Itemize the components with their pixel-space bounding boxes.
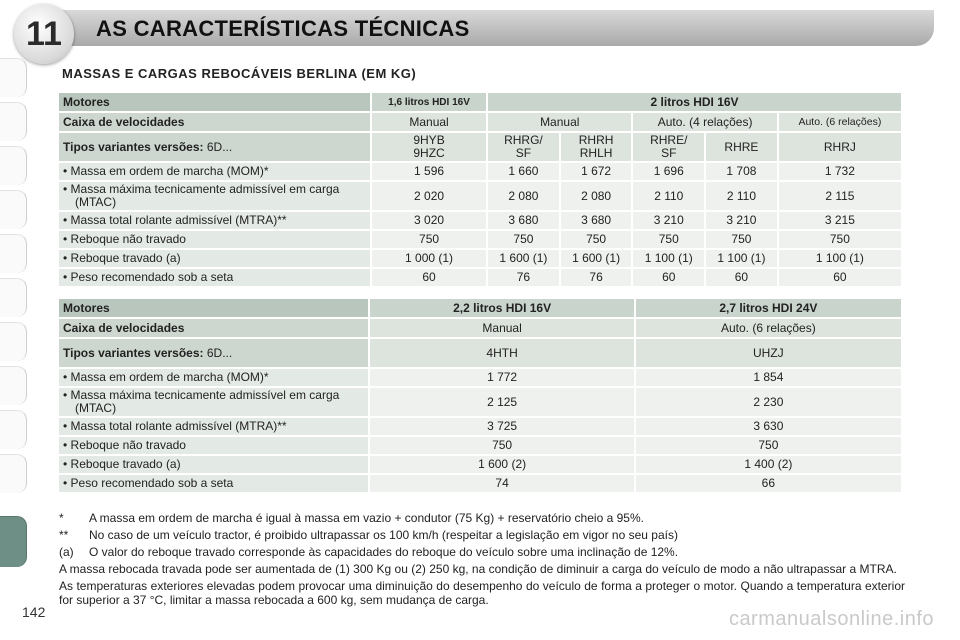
row-label: • Reboque travado (a) bbox=[59, 250, 370, 267]
value-cell: 750 bbox=[488, 231, 559, 248]
value-cell: 1 600 (1) bbox=[488, 250, 559, 267]
gearbox-cell: Auto. (6 relações) bbox=[636, 319, 901, 337]
value-cell: 2 230 bbox=[636, 388, 901, 416]
value-cell: 60 bbox=[372, 269, 486, 286]
note-paragraph: As temperaturas exteriores elevadas podem provocar uma diminuição do desempenho do veículo de forma a proteger o motor. Quando a temperatura exterior for superior a 37 °C, limitar a massa rebocada a 600 kg, sem mudança de carga. bbox=[59, 579, 905, 607]
gearbox-cell: Manual bbox=[372, 113, 486, 131]
table-row bbox=[59, 212, 901, 229]
value-cell: 2 115 bbox=[779, 182, 901, 210]
table-row bbox=[59, 369, 901, 386]
footnotes bbox=[59, 511, 905, 610]
table-row bbox=[59, 418, 901, 435]
section-title: MASSAS E CARGAS REBOCÁVEIS BERLINA (EM KG) bbox=[62, 66, 417, 81]
value-cell: 2 020 bbox=[372, 182, 486, 210]
value-cell: 750 bbox=[706, 231, 777, 248]
variant-cell: RHRE bbox=[706, 133, 777, 161]
footnote-text: No caso de um veículo tractor, é proibido ultrapassar os 100 km/h (respeitar a legislação em vigor no seu país) bbox=[89, 528, 678, 542]
value-cell: 1 100 (1) bbox=[779, 250, 901, 267]
footnote-text: A massa em ordem de marcha é igual à massa em vazio + condutor (75 Kg) + reservatório cheio a 95%. bbox=[89, 511, 644, 525]
table-row bbox=[59, 388, 901, 416]
row-label: • Massa máxima tecnicamente admissível em carga (MTAC) bbox=[59, 182, 370, 210]
row-label: • Reboque não travado bbox=[59, 231, 370, 248]
value-cell: 2 080 bbox=[561, 182, 632, 210]
row-label: • Massa total rolante admissível (MTRA)** bbox=[59, 418, 368, 435]
value-cell: 750 bbox=[779, 231, 901, 248]
variants-label: Tipos variantes versões: 6D... bbox=[59, 339, 368, 367]
value-cell: 1 400 (2) bbox=[636, 456, 901, 473]
footnote-mark: ** bbox=[59, 528, 69, 542]
variant-cell: 9HYB 9HZC bbox=[372, 133, 486, 161]
value-cell: 1 672 bbox=[561, 163, 632, 180]
value-cell: 60 bbox=[633, 269, 704, 286]
footnote bbox=[59, 545, 905, 559]
value-cell: 1 596 bbox=[372, 163, 486, 180]
value-cell: 2 110 bbox=[706, 182, 777, 210]
row-label: • Reboque não travado bbox=[59, 437, 368, 454]
value-cell: 1 600 (1) bbox=[561, 250, 632, 267]
value-cell: 74 bbox=[370, 475, 633, 492]
value-cell: 66 bbox=[636, 475, 901, 492]
row-label: • Massa máxima tecnicamente admissível em carga (MTAC) bbox=[59, 388, 368, 416]
variant-cell: RHRJ bbox=[779, 133, 901, 161]
value-cell: 1 660 bbox=[488, 163, 559, 180]
value-cell: 76 bbox=[488, 269, 559, 286]
engines-label: Motores bbox=[59, 299, 368, 317]
footnote-text: O valor do reboque travado corresponde às capacidades do reboque do veículo sobre uma inclinação de 12%. bbox=[89, 545, 679, 559]
value-cell: 3 630 bbox=[636, 418, 901, 435]
chapter-tab[interactable] bbox=[0, 366, 27, 405]
table-row bbox=[59, 231, 901, 248]
note-paragraph: A massa rebocada travada pode ser aumentada de (1) 300 Kg ou (2) 250 kg, na condição de diminuir a carga do veículo de modo a não ultrapassar a MTRA. bbox=[59, 562, 897, 576]
gearbox-cell: Manual bbox=[370, 319, 633, 337]
page-number: 142 bbox=[22, 604, 46, 620]
value-cell: 1 696 bbox=[633, 163, 704, 180]
value-cell: 1 708 bbox=[706, 163, 777, 180]
value-cell: 1 854 bbox=[636, 369, 901, 386]
table-row bbox=[59, 269, 901, 286]
footnote-mark: * bbox=[59, 511, 64, 525]
value-cell: 1 600 (2) bbox=[370, 456, 633, 473]
footnote bbox=[59, 528, 905, 542]
chapter-tab[interactable] bbox=[0, 278, 27, 317]
value-cell: 1 100 (1) bbox=[633, 250, 704, 267]
chapter-tab[interactable] bbox=[0, 234, 27, 273]
row-label: • Massa em ordem de marcha (MOM)* bbox=[59, 369, 368, 386]
table-row bbox=[59, 182, 901, 210]
chapter-tab[interactable] bbox=[0, 146, 27, 185]
value-cell: 750 bbox=[633, 231, 704, 248]
variant-cell: RHRE/ SF bbox=[633, 133, 704, 161]
chapter-tab[interactable] bbox=[0, 102, 27, 141]
value-cell: 3 680 bbox=[561, 212, 632, 229]
gearbox-label: Caixa de velocidades bbox=[59, 319, 368, 337]
row-label: • Peso recomendado sob a seta bbox=[59, 269, 370, 286]
value-cell: 76 bbox=[561, 269, 632, 286]
value-cell: 1 732 bbox=[779, 163, 901, 180]
engine-header: 2 litros HDI 16V bbox=[488, 93, 901, 111]
value-cell: 750 bbox=[561, 231, 632, 248]
chapter-badge: 11 bbox=[14, 4, 74, 64]
row-label: • Reboque travado (a) bbox=[59, 456, 368, 473]
value-cell: 60 bbox=[779, 269, 901, 286]
value-cell: 750 bbox=[372, 231, 486, 248]
chapter-tab[interactable] bbox=[0, 190, 27, 229]
value-cell: 3 210 bbox=[706, 212, 777, 229]
variant-cell: 4HTH bbox=[370, 339, 633, 367]
gearbox-cell: Auto. (6 relações) bbox=[779, 113, 901, 131]
variant-cell: RHRG/ SF bbox=[488, 133, 559, 161]
chapter-tab[interactable] bbox=[0, 454, 27, 493]
value-cell: 1 000 (1) bbox=[372, 250, 486, 267]
table-row bbox=[59, 456, 901, 473]
gearbox-label: Caixa de velocidades bbox=[59, 113, 370, 131]
value-cell: 3 210 bbox=[633, 212, 704, 229]
footnote-mark: (a) bbox=[59, 545, 74, 559]
chapter-tab-active[interactable] bbox=[0, 516, 27, 567]
value-cell: 3 215 bbox=[779, 212, 901, 229]
variants-label: Tipos variantes versões: 6D... bbox=[59, 133, 370, 161]
weights-table-2 bbox=[57, 297, 903, 494]
table-row bbox=[59, 475, 901, 492]
value-cell: 1 100 (1) bbox=[706, 250, 777, 267]
value-cell: 3 725 bbox=[370, 418, 633, 435]
engine-header: 1,6 litros HDI 16V bbox=[372, 93, 486, 111]
table-row bbox=[59, 250, 901, 267]
chapter-tab[interactable] bbox=[0, 410, 27, 449]
value-cell: 3 680 bbox=[488, 212, 559, 229]
variant-cell: UHZJ bbox=[636, 339, 901, 367]
row-label: • Massa em ordem de marcha (MOM)* bbox=[59, 163, 370, 180]
value-cell: 60 bbox=[706, 269, 777, 286]
page-title: AS CARACTERÍSTICAS TÉCNICAS bbox=[96, 16, 470, 41]
table-row bbox=[59, 163, 901, 180]
weights-table-1 bbox=[57, 91, 903, 288]
chapter-tabs bbox=[0, 40, 32, 600]
chapter-tab[interactable] bbox=[0, 58, 27, 97]
row-label: • Peso recomendado sob a seta bbox=[59, 475, 368, 492]
engines-label: Motores bbox=[59, 93, 370, 111]
value-cell: 2 125 bbox=[370, 388, 633, 416]
value-cell: 3 020 bbox=[372, 212, 486, 229]
value-cell: 1 772 bbox=[370, 369, 633, 386]
table-row bbox=[59, 437, 901, 454]
value-cell: 2 110 bbox=[633, 182, 704, 210]
variant-cell: RHRH RHLH bbox=[561, 133, 632, 161]
row-label: • Massa total rolante admissível (MTRA)** bbox=[59, 212, 370, 229]
watermark: carmanualsonline.info bbox=[728, 608, 934, 630]
gearbox-cell: Manual bbox=[488, 113, 631, 131]
value-cell: 2 080 bbox=[488, 182, 559, 210]
engine-header: 2,7 litros HDI 24V bbox=[636, 299, 901, 317]
gearbox-cell: Auto. (4 relações) bbox=[633, 113, 776, 131]
value-cell: 750 bbox=[370, 437, 633, 454]
value-cell: 750 bbox=[636, 437, 901, 454]
footnote bbox=[59, 511, 905, 525]
engine-header: 2,2 litros HDI 16V bbox=[370, 299, 633, 317]
chapter-tab[interactable] bbox=[0, 322, 27, 361]
